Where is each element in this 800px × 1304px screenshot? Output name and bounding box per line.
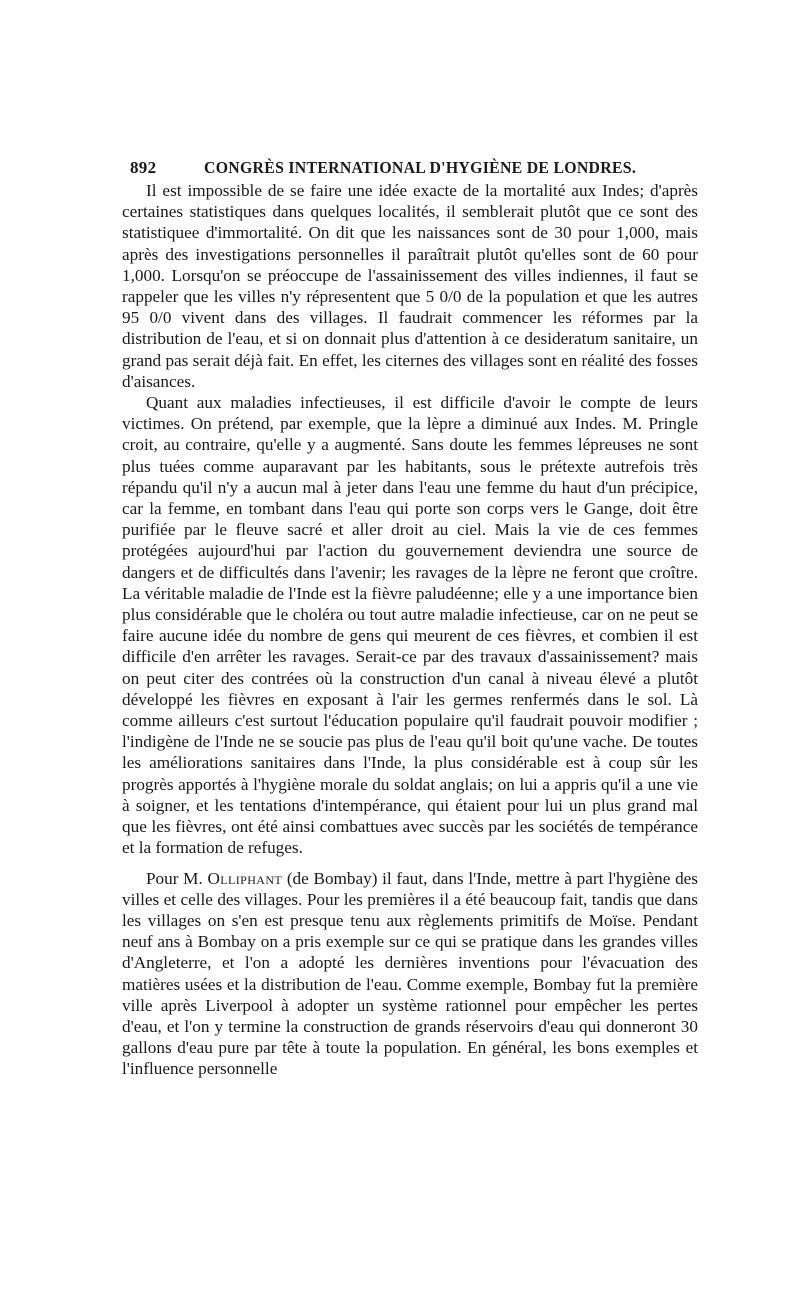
paragraph-body: (de Bombay) il faut, dans l'Inde, mettre à part l'hygiène des villes et celle des villages. Pour les premières il a été beaucoup fait, tandis que dans les villages on s'en est presque tenu aux règlements primitifs de Moïse. Pendant neuf ans à Bombay on a pris exemple sur ce qui se pratique dans les grandes villes d'Angleterre, et l'on a adopté les dernières inventions pour l'évacuation des matières usées et la distribution de l'eau. Comme exemple, Bombay fut la première ville après Liverpool à adopter un système rationnel pour empêcher les pertes d'eau, et l'on y termine la construction de grands réservoirs d'eau qui donneront 30 gallons d'eau pure par tête à toute la population. En général, les bons exemples et l'influence personnelle [122, 868, 698, 1079]
paragraph-lead: Pour M. [146, 868, 208, 888]
paragraph-infectious-diseases: Quant aux maladies infectieuses, il est difficile d'avoir le compte de leurs victimes. On prétend, par exemple, que la lèpre a diminué aux Indes. M. Pringle croit, au contraire, qu'elle y a augmenté. Sans doute les femmes lépreuses ne sont plus tuées comme auparavant par les habitants, sous le prétexte autrefois très répandu qu'il n'y a aucun mal à jeter dans l'eau une femme du haut d'un précipice, car la femme, en tombant dans l'eau qui porte son corps vers le Gange, doit être purifiée par le fleuve sacré et aller droit au ciel. Mais la vie de ces femmes protégées aujourd'hui par l'action du gouvernement deviendra une source de dangers et de difficultés dans l'avenir; les ravages de la lèpre ne feront que croître. La véritable maladie de l'Inde est la fièvre paludéenne; elle y a une importance bien plus considérable que le choléra ou tout autre maladie infectieuse, car on ne peut se faire aucune idée du nombre de gens qui meurent de ces fièvres, et combien il est difficile d'en arrêter les ravages. Serait-ce par des travaux d'assainissement? mais on peut citer des contrées où la construction d'un canal à niveau élevé a plutôt développé les fièvres en exposant à l'air les germes renfermés dans le sol. Là comme ailleurs c'est surtout l'éducation populaire qu'il faudrait pouvoir modifier ; l'indigène de l'Inde ne se soucie pas plus de l'eau qu'il boit qu'une vache. De toutes les améliorations sanitaires dans l'Inde, la plus considérable est à coup sûr les progrès apportés à l'hygiène morale du soldat anglais; on lui a appris qu'il a une vie à soigner, et les tentations d'intempérance, qui étaient pour lui un plus grand mal que les fièvres, ont été ainsi combattues avec succès par les sociétés de tempérance et la formation de refuges. [122, 393, 698, 858]
speaker-name: Olliphant [207, 868, 283, 888]
running-title: CONGRÈS INTERNATIONAL D'HYGIÈNE DE LONDRES. [204, 158, 637, 177]
page-number: 892 [130, 158, 157, 177]
paragraph-mortality: Il est impossible de se faire une idée exacte de la mortalité aux Indes; d'après certaines statistiques dans quelques localités, il semblerait plutôt que ce sont des statistiquee d'immortalité. On dit que les naissances sont de 30 pour 1,000, mais après des investigations personnelles il paraîtrait plutôt qu'elles sont de 60 pour 1,000. Lorsqu'on se préoccupe de l'assainissement des villes indiennes, il faut se rappeler que les villes n'y répresentent que 5 0/0 de la population et que les autres 95 0/0 vivent dans des villages. Il faudrait commencer les réformes par la distribution de l'eau, et si on donnait plus d'attention à ce desideratum sanitaire, un grand pas serait déjà fait. En effet, les citernes des villages sont en réalité des fosses d'aisances. [122, 181, 698, 391]
running-header [122, 150, 698, 180]
book-page [122, 150, 698, 1080]
paragraph-olliphant [122, 868, 698, 1080]
